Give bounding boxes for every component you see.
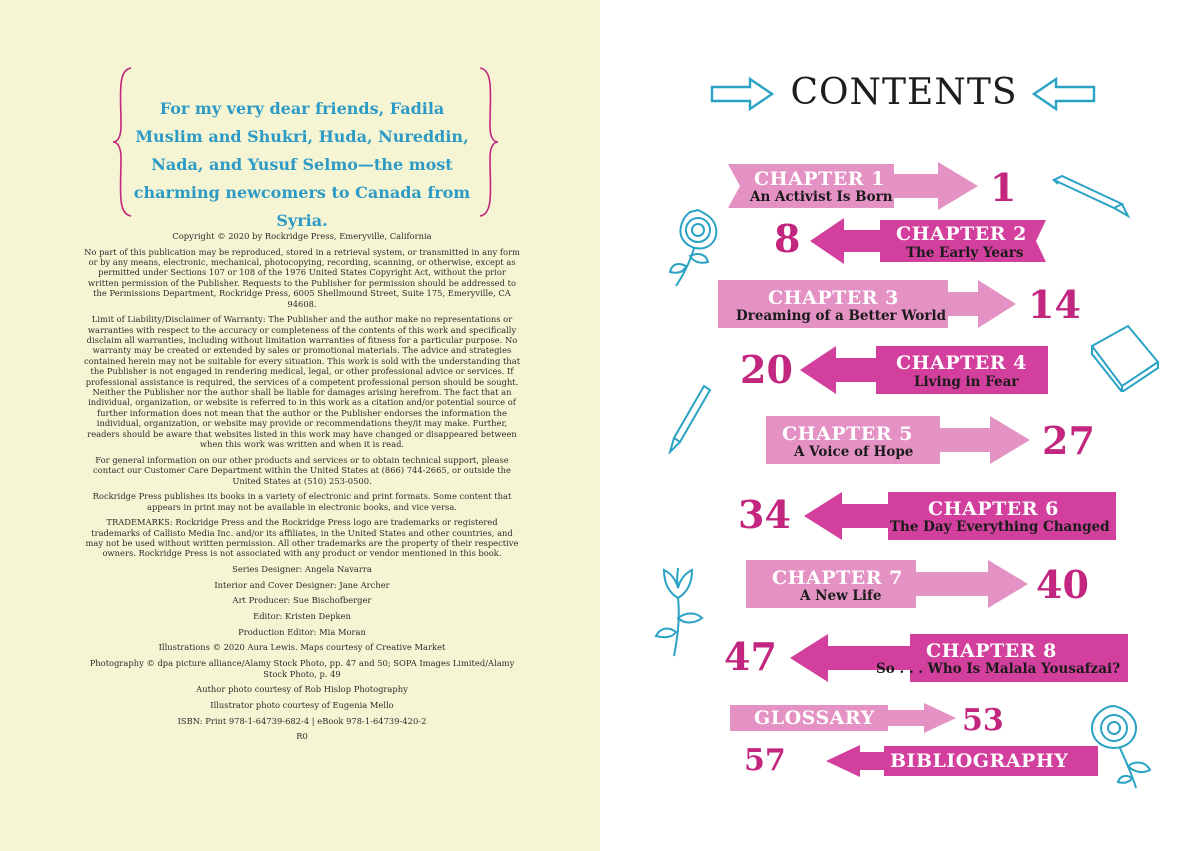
toc-entry-chapter-8[interactable] bbox=[790, 632, 1130, 684]
chapter-label: CHAPTER 7 bbox=[772, 567, 903, 589]
isbn-line: ISBN: Print 978-1-64739-682-4 | eBook 978-1-64739-420-2 bbox=[177, 715, 427, 726]
copyright-line: Copyright © 2020 by Rockridge Press, Emeryville, California bbox=[172, 231, 432, 241]
dedication: For my very dear friends, Fadila Muslim and Shukri, Huda, Nureddin, Nada, and Yusuf Selmo—the most charming newcomers to Canada from Syria. bbox=[133, 99, 471, 230]
printing-code: R0 bbox=[296, 731, 308, 742]
page-number: 8 bbox=[774, 216, 801, 261]
liability-paragraph: Limit of Liability/Disclaimer of Warranty: The Publisher and the author make no representations or warranties with respect to the accuracy or completeness of the contents of this work and specifically disclaim all warranties, including without limitation warranties of fitness for a particular purpose. No warranty may be created or extended by sales or promotional materials. The advice and strategies contained herein may not be suitable for every situation. This work is sold with the understanding that the Publisher is not engaged in rendering medical, legal, or other professional advice or services. If professional assistance is required, the services of a competent professional person should be sought. Neither the Publisher nor the author shall be liable for damages arising herefrom. The fact that an individual, organization, or website is referred to in this work as a citation and/or potential source of further information does not mean that the author or the Publisher endorses the information the individual, organization, or website may provide or recommendations they/it may make. Further, readers should be aware that websites listed in this work may have changed or disappeared between when this work was written and when it is read. bbox=[83, 314, 521, 450]
chapter-label: CHAPTER 6 bbox=[928, 498, 1059, 520]
pen-icon bbox=[1050, 174, 1132, 220]
toc-entry-glossary[interactable] bbox=[728, 702, 958, 734]
credit-production-editor: Production Editor: Mia Moran bbox=[238, 626, 366, 637]
page-number: 27 bbox=[1042, 418, 1095, 463]
chapter-title: An Activist Is Born bbox=[750, 189, 893, 205]
flower-icon bbox=[1084, 702, 1156, 790]
credit-photography: Photography © dpa picture alliance/Alamy Stock Photo, pp. 47 and 50; SOPA Images Limited/Alamy Stock Photo, p. 49 bbox=[89, 658, 515, 679]
chapter-title: The Early Years bbox=[906, 245, 1024, 261]
bibliography-label: BIBLIOGRAPHY bbox=[890, 750, 1069, 772]
credit-series-designer: Series Designer: Angela Navarra bbox=[232, 563, 372, 574]
toc-entry-chapter-6[interactable] bbox=[804, 490, 1118, 542]
page-number: 20 bbox=[740, 347, 793, 392]
credit-editor: Editor: Kristen Depken bbox=[253, 611, 351, 622]
chapter-label: CHAPTER 3 bbox=[768, 287, 899, 309]
page-number: 57 bbox=[744, 743, 786, 778]
page-number: 47 bbox=[724, 634, 777, 679]
chapter-title: A Voice of Hope bbox=[794, 444, 914, 460]
book-icon bbox=[1088, 322, 1162, 392]
page-number: 34 bbox=[738, 492, 791, 537]
toc-entry-chapter-1[interactable] bbox=[726, 160, 980, 212]
toc-entry-chapter-5[interactable] bbox=[764, 414, 1032, 466]
toc-entry-bibliography[interactable] bbox=[826, 744, 1100, 778]
page-number: 14 bbox=[1028, 282, 1081, 327]
toc-entry-chapter-7[interactable] bbox=[744, 558, 1030, 610]
formats-paragraph: Rockridge Press publishes its books in a variety of electronic and print formats. Some content that appears in print may not be available in electronic books, and vice versa. bbox=[92, 491, 512, 512]
credit-interior-designer: Interior and Cover Designer: Jane Archer bbox=[214, 579, 390, 590]
rights-paragraph: No part of this publication may be reproduced, stored in a retrieval system, or transmitted in any form or by any means, electronic, mechanical, photocopying, recording, scanning, or otherwise, except as permitted under Sections 107 or 108 of the 1976 United States Copyright Act, without the prior written permission of the Publisher. Requests to the Publisher for permission should be addressed to the Permissions Department, Rockridge Press, 6005 Shellmound Street, Suite 175, Emeryville, CA 94608. bbox=[84, 246, 520, 309]
chapter-title: Dreaming of a Better World bbox=[736, 308, 947, 324]
chapter-label: CHAPTER 8 bbox=[926, 640, 1057, 662]
trademarks-paragraph: TRADEMARKS: Rockridge Press and the Rockridge Press logo are trademarks or registered trademarks of Callisto Media Inc. and/or its affiliates, in the United States and other countries, and may not be used without written permission. All other trademarks are the property of their respective owners. Rockridge Press is not associated with any product or vendor mentioned in this book. bbox=[85, 517, 519, 559]
toc-entry-chapter-4[interactable] bbox=[800, 344, 1050, 396]
glossary-label: GLOSSARY bbox=[754, 707, 875, 729]
right-arrow-outline-icon bbox=[710, 76, 774, 112]
copyright-block bbox=[82, 231, 522, 747]
pencil-icon bbox=[666, 384, 712, 454]
credit-illustrator-photo: Illustrator photo courtesy of Eugenia Mello bbox=[210, 699, 394, 710]
page-number: 53 bbox=[962, 703, 1004, 738]
chapter-title: Living in Fear bbox=[914, 374, 1019, 390]
toc-entry-chapter-3[interactable] bbox=[716, 278, 1018, 330]
credit-illustrations: Illustrations © 2020 Aura Lewis. Maps courtesy of Creative Market bbox=[158, 642, 446, 653]
page-number: 40 bbox=[1036, 562, 1089, 607]
left-arrow-outline-icon bbox=[1032, 76, 1096, 112]
credit-author-photo: Author photo courtesy of Rob Hislop Photography bbox=[196, 684, 408, 695]
chapter-title: The Day Everything Changed bbox=[890, 519, 1110, 535]
contents-heading: CONTENTS bbox=[790, 72, 1018, 113]
page-number: 1 bbox=[990, 165, 1017, 210]
right-brace-icon bbox=[478, 66, 500, 218]
chapter-title: So . . . Who Is Malala Yousafzai? bbox=[876, 661, 1120, 677]
tulip-icon bbox=[654, 566, 706, 658]
general-info-paragraph: For general information on our other products and services or to obtain technical support, please contact our Customer Care Department within the United States at (866) 744-2665, or outside the United States at (510) 253-0500. bbox=[93, 454, 511, 486]
credit-art-producer: Art Producer: Sue Bischofberger bbox=[232, 595, 372, 606]
chapter-title: A New Life bbox=[800, 588, 882, 604]
chapter-label: CHAPTER 2 bbox=[896, 223, 1027, 245]
chapter-label: CHAPTER 4 bbox=[896, 352, 1027, 374]
chapter-label: CHAPTER 1 bbox=[754, 168, 885, 190]
flower-icon bbox=[664, 206, 726, 290]
toc-entry-chapter-2[interactable] bbox=[810, 216, 1048, 266]
chapter-label: CHAPTER 5 bbox=[782, 423, 913, 445]
